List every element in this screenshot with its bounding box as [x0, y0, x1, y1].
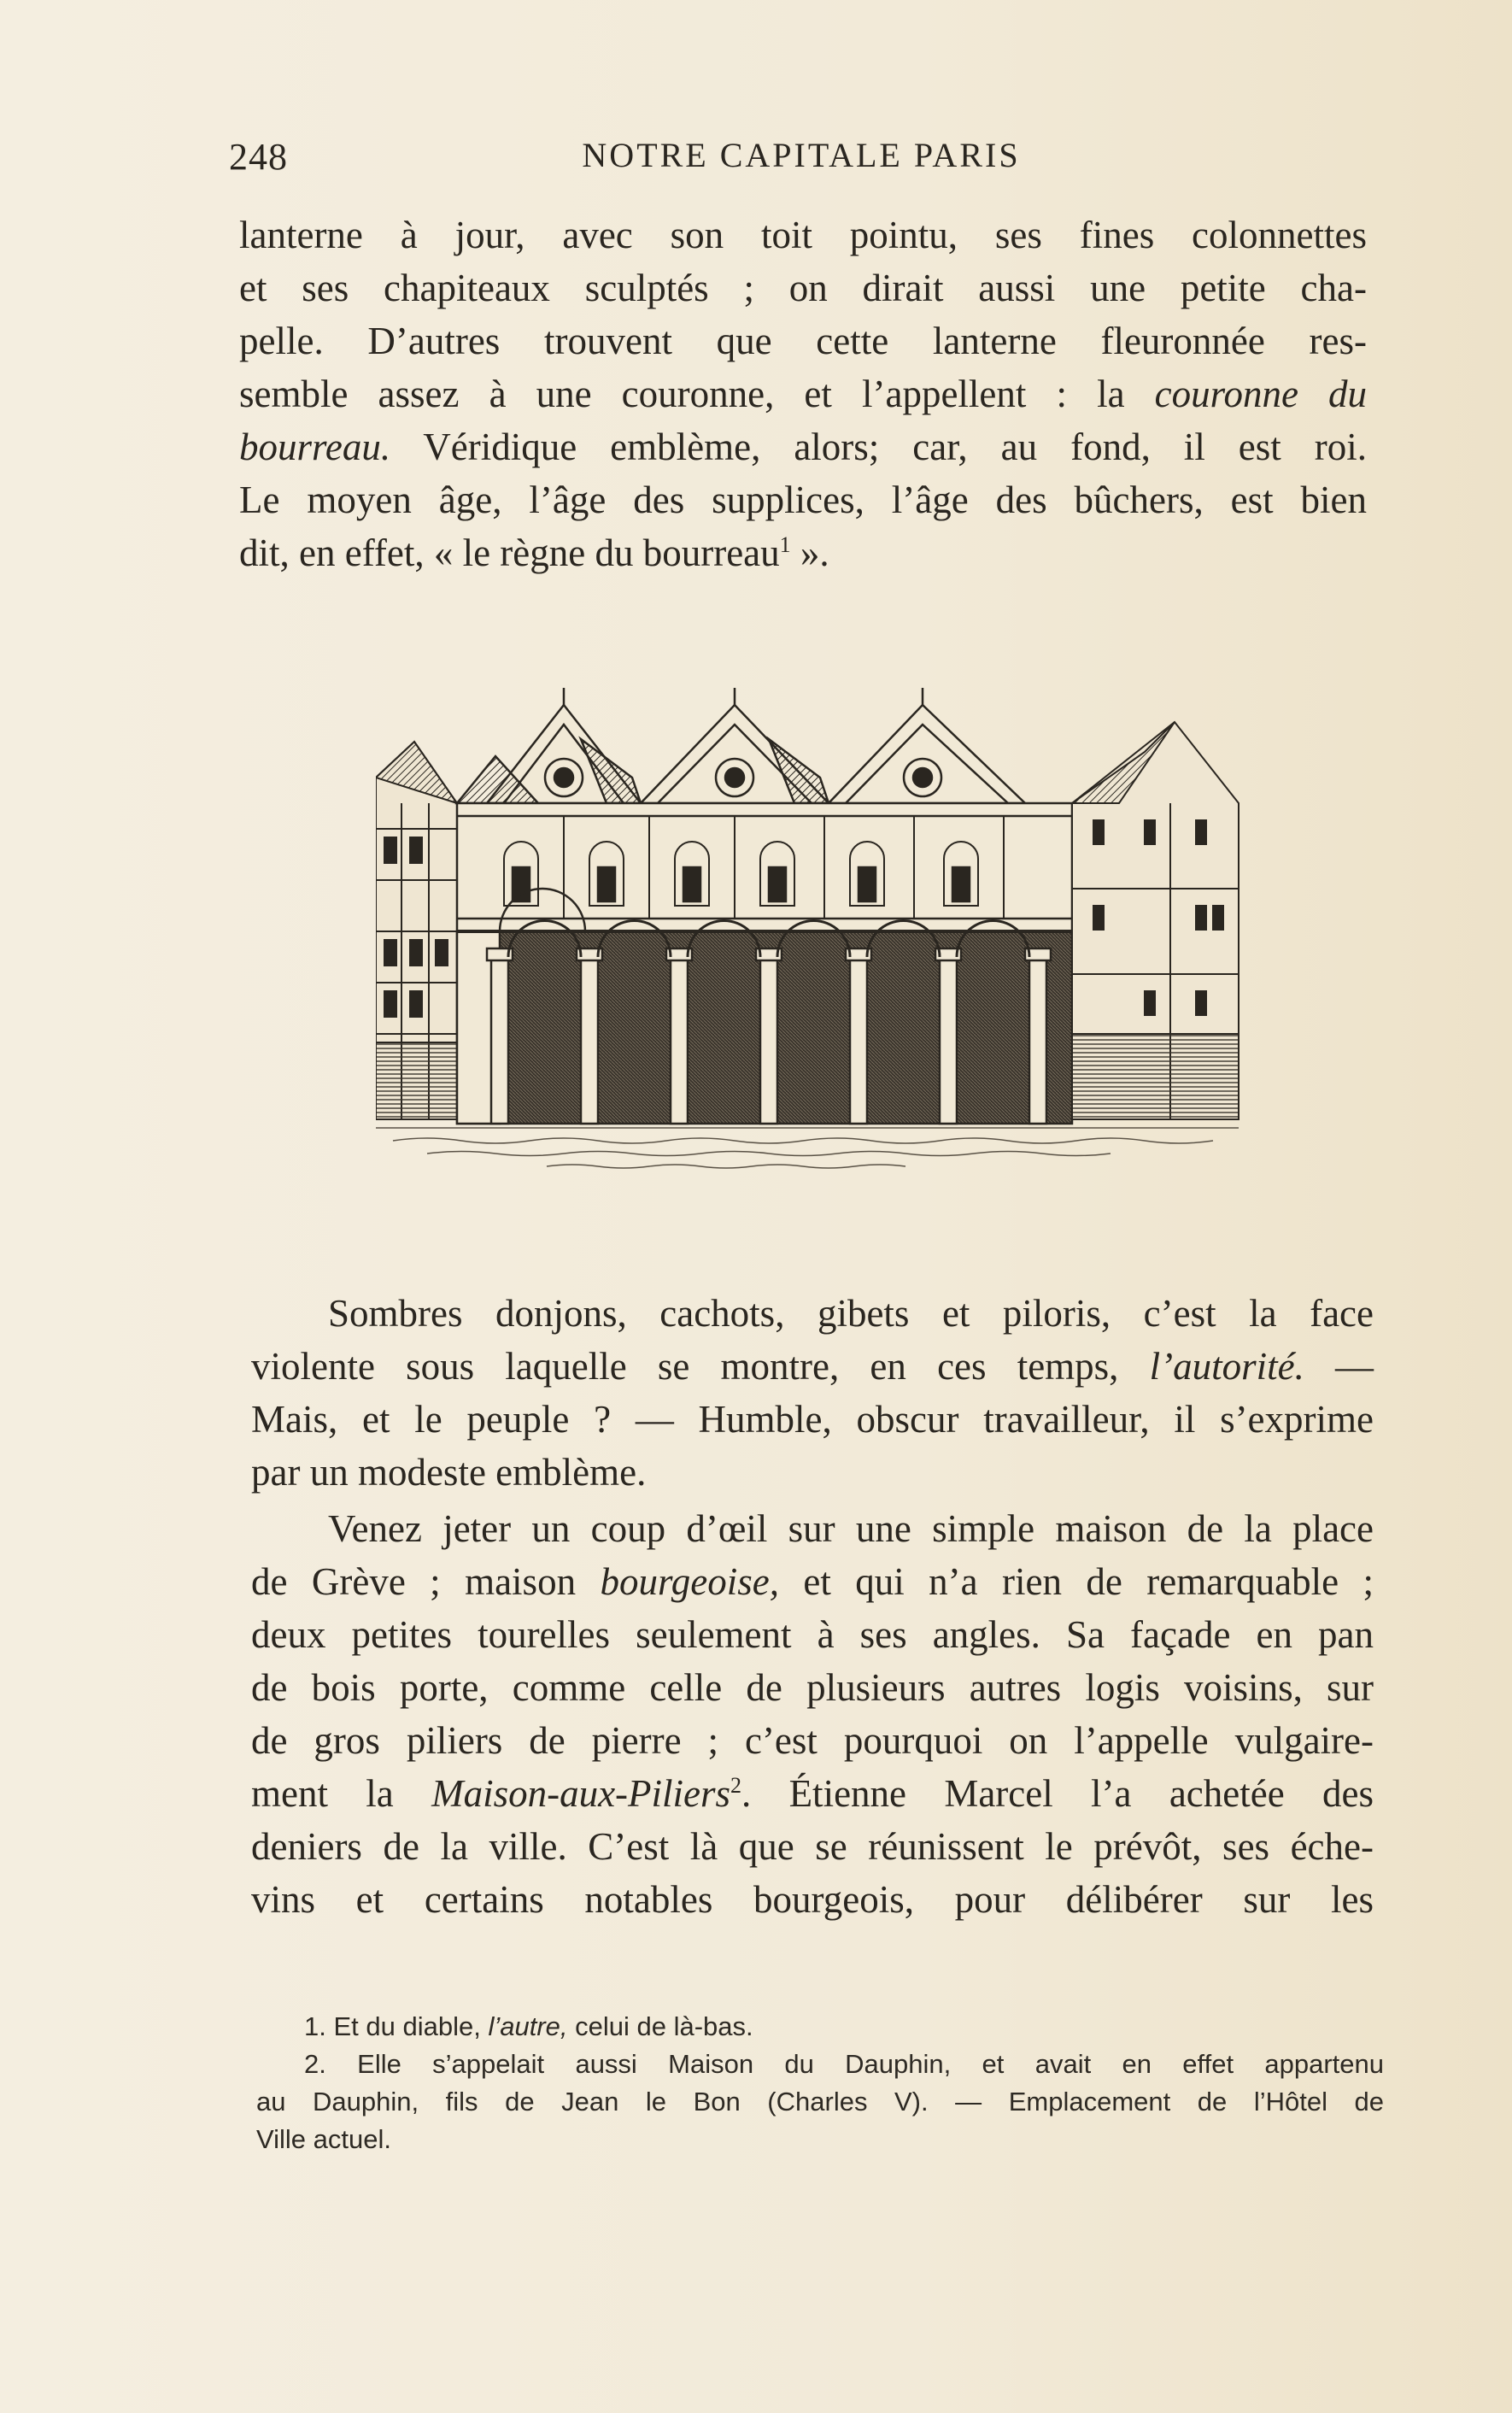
text-line: deniers de la ville. C’est là que se réunissent le prévôt, ses éche-: [251, 1825, 1374, 1868]
footnote-1: [256, 2008, 1384, 2046]
text-segment: Véridique emblème, alors; car, au fond, il est roi.: [423, 426, 1368, 468]
paragraph-donjons: [251, 1287, 1374, 1499]
running-title: NOTRE CAPITALE PARIS: [582, 136, 1021, 174]
page-number: 248: [229, 136, 288, 178]
footnotes: [256, 2008, 1384, 2158]
text-segment: 1. Et du diable,: [304, 2011, 481, 2041]
right-house: [1072, 722, 1239, 1119]
text-line: lanterne à jour, avec son toit pointu, ses fines colonnettes: [239, 214, 1367, 256]
text-line: Venez jeter un coup d’œil sur une simple maison de la place: [328, 1507, 1374, 1550]
italic-phrase: l’autre,: [488, 2011, 568, 2041]
text-line: Sombres donjons, cachots, gibets et piloris, c’est la face: [328, 1292, 1374, 1335]
footnote-2-line: Ville actuel.: [256, 2124, 391, 2154]
text-segment: semble assez à une couronne, et l’appellent : la: [239, 373, 1125, 415]
upper-floor: [457, 803, 1072, 931]
italic-phrase: Maison-aux-Piliers: [431, 1772, 731, 1815]
text-segment: de Grève ; maison: [251, 1560, 577, 1603]
text-line: [239, 367, 1367, 420]
text-line: [239, 420, 1367, 473]
ground-hatching: [376, 1128, 1239, 1168]
text-line: [239, 526, 1367, 579]
text-line: Mais, et le peuple ? — Humble, obscur travailleur, il s’exprime: [251, 1398, 1374, 1441]
text-segment: violente sous laquelle se montre, en ces temps,: [251, 1345, 1119, 1388]
page-header: [229, 135, 1374, 186]
text-segment: —: [1304, 1345, 1374, 1388]
footnote-ref: 1: [779, 532, 791, 557]
text-line: et ses chapiteaux sculptés ; on dirait aussi une petite cha-: [239, 267, 1367, 309]
text-line: Le moyen âge, l’âge des supplices, l’âge des bûchers, est bien: [239, 478, 1367, 521]
italic-phrase: bourgeoise,: [600, 1560, 780, 1603]
text-line: [251, 1555, 1374, 1608]
text-line: [251, 1767, 1374, 1820]
text-segment: ment la: [251, 1772, 394, 1815]
text-segment: ».: [790, 531, 829, 574]
paragraph-lanterne: [239, 208, 1367, 579]
text-segment: dit, en effet, « le règne du bourreau: [239, 531, 780, 574]
footnote-2-line: au Dauphin, fils de Jean le Bon (Charles V). — Emplacement de l’Hôtel de: [256, 2087, 1384, 2117]
italic-phrase: l’autorité.: [1149, 1345, 1304, 1388]
text-line: vins et certains notables bourgeois, pour délibérer sur les: [251, 1878, 1374, 1921]
main-gables: [457, 688, 1025, 803]
italic-phrase: bourreau.: [239, 426, 391, 468]
text-line: par un modeste emblème.: [251, 1451, 647, 1494]
text-line: deux petites tourelles seulement à ses angles. Sa façade en pan: [251, 1613, 1374, 1656]
footnote-ref: 2: [730, 1773, 742, 1798]
text-line: de bois porte, comme celle de plusieurs autres logis voisins, sur: [251, 1666, 1374, 1709]
italic-phrase: couronne du: [1154, 373, 1368, 415]
text-segment: celui de là-bas.: [575, 2011, 753, 2041]
text-line: pelle. D’autres trouvent que cette lanterne fleuronnée res-: [239, 320, 1367, 362]
text-line: [251, 1340, 1374, 1393]
left-house: [376, 742, 457, 1119]
footnote-2-line: 2. Elle s’appelait aussi Maison du Dauphin, et avait en effet appartenu: [304, 2049, 1384, 2079]
paragraph-maison: [251, 1502, 1374, 1926]
text-line: de gros piliers de pierre ; c’est pourquoi on l’appelle vulgaire-: [251, 1719, 1374, 1762]
maison-aux-piliers-engraving: [376, 675, 1247, 1179]
text-segment: . Étienne Marcel l’a achetée des: [741, 1772, 1374, 1815]
text-segment: et qui n’a rien de remarquable ;: [803, 1560, 1374, 1603]
